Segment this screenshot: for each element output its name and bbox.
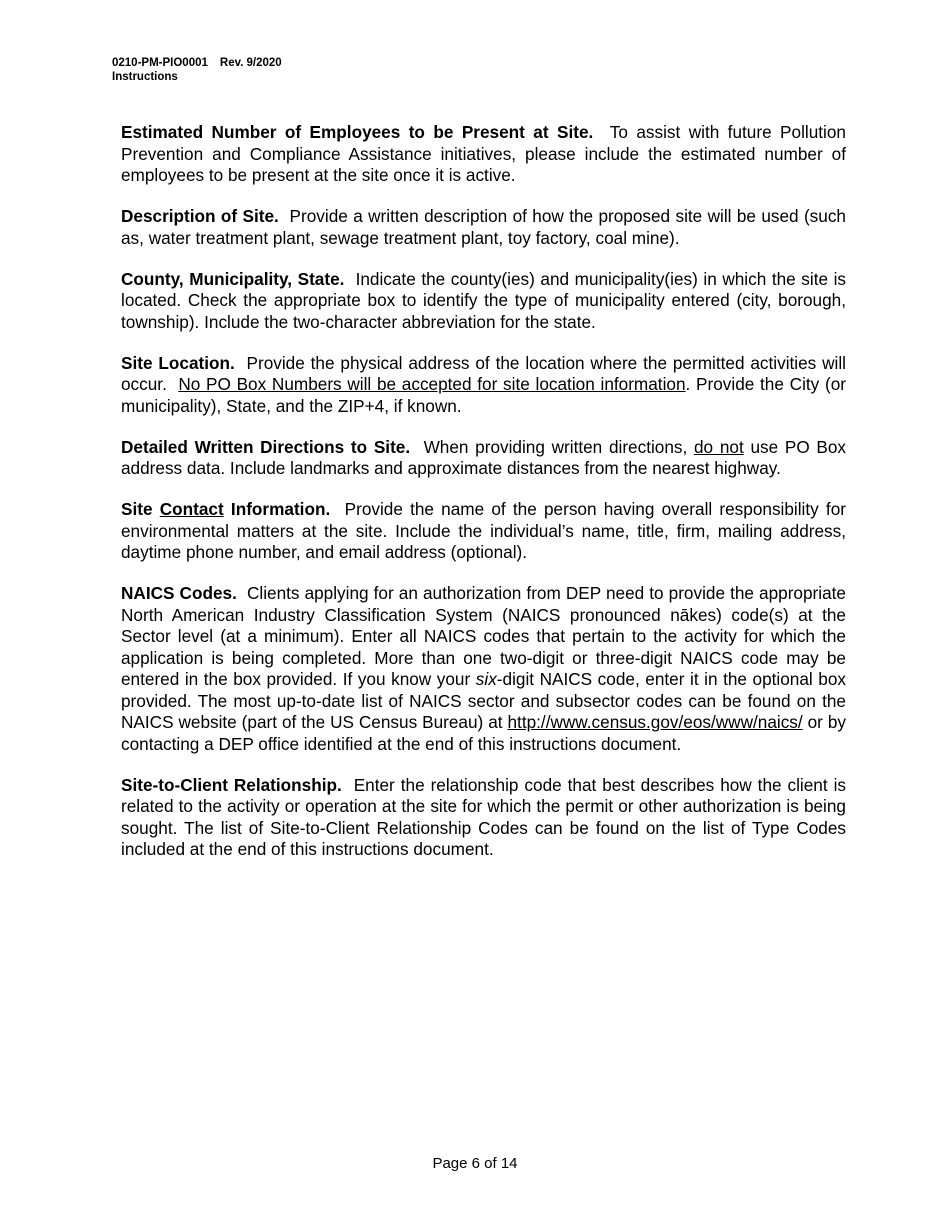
underlined-notice: No PO Box Numbers will be accepted for site location information <box>178 374 686 394</box>
paragraph-text: . Provide the City (or municipality), State, and the ZIP+4, if known. <box>121 374 846 416</box>
page-number: Page 6 of 14 <box>432 1155 518 1172</box>
paragraph-text: use PO Box address data. Include landmarks and approximate distances from the nearest highway. <box>121 436 847 478</box>
paragraph-text: Provide the physical address of the location where the permitted activities will occur. <box>121 352 847 394</box>
paragraph-text: Provide a written description of how the proposed site will be used (such as, water treatment plant, sewage treatment plant, toy factory, coal mine). <box>121 206 846 248</box>
paragraph-text: Clients applying for an authorization from DEP need to provide the appropriate North American Industry Classification System (NAICS pronounced nākes) code(s) at the Sector level (at a minimum). Enter all NAICS codes that pertain to the activity for which the application is being completed. More than one two-digit or three-digit NAICS code may be entered in the box provided. If you know your <box>121 583 846 689</box>
heading-part: Information. <box>230 499 331 519</box>
paragraph-text: Indicate the county(ies) and municipality(ies) in which the site is located. Check the appropriate box to identify the type of municipality entered (city, borough, township). Include the two-character abbreviation for the state. <box>121 268 846 332</box>
form-number: 0210-PM-PIO0001 <box>112 57 208 69</box>
section-label: Instructions <box>112 71 178 83</box>
paragraph-site-location <box>121 353 846 418</box>
paragraph-heading: Site Location. <box>121 352 235 373</box>
paragraph-text: or by contacting a DEP office identified at the end of this instructions document. <box>121 712 847 754</box>
paragraph-county <box>121 269 846 334</box>
paragraph-heading: County, Municipality, State. <box>121 268 345 289</box>
instructions-body <box>121 122 846 880</box>
paragraph-text: When providing written directions, <box>423 436 688 457</box>
paragraph-heading <box>121 499 330 519</box>
naics-website-link[interactable]: http://www.census.gov/eos/www/naics/ <box>507 712 803 732</box>
paragraph-description <box>121 206 846 249</box>
underlined-emphasis: do not <box>694 436 744 457</box>
paragraph-heading: Estimated Number of Employees to be Present at Site. <box>121 122 594 142</box>
paragraph-text: Enter the relationship code that best describes how the client is related to the activity or operation at the site for which the permit or other authorization is being sought. The list of Site-to-Client Relationship Codes can be found on the list of Type Codes included at the end of this instructions document. <box>121 774 846 859</box>
document-header <box>112 56 282 84</box>
paragraph-heading: Description of Site. <box>121 206 279 226</box>
paragraph-directions <box>121 437 846 480</box>
heading-underlined: Contact <box>159 499 224 519</box>
revision-date: Rev. 9/2020 <box>219 57 282 69</box>
italic-emphasis: six <box>475 669 497 689</box>
paragraph-heading: Site-to-Client Relationship. <box>121 774 342 795</box>
paragraph-employees <box>121 122 846 187</box>
paragraph-contact <box>121 499 846 564</box>
heading-part: Site <box>121 499 153 519</box>
paragraph-text: Provide the name of the person having overall responsibility for environmental matters at the site. Include the individual’s name, title, firm, mailing address, daytime phone number, and email address (optional). <box>121 499 846 562</box>
paragraph-heading: Detailed Written Directions to Site. <box>121 436 411 457</box>
paragraph-text: -digit NAICS code, enter it in the optional box provided. The most up-to-date list of NAICS sector and subsector codes can be found on the NAICS website (part of the US Census Bureau) at <box>121 669 846 732</box>
paragraph-text: To assist with future Pollution Prevention and Compliance Assistance initiatives, please include the estimated number of employees to be present at the site once it is active. <box>121 122 846 185</box>
paragraph-relationship <box>121 775 846 861</box>
paragraph-heading: NAICS Codes. <box>121 583 237 603</box>
paragraph-naics <box>121 583 846 755</box>
